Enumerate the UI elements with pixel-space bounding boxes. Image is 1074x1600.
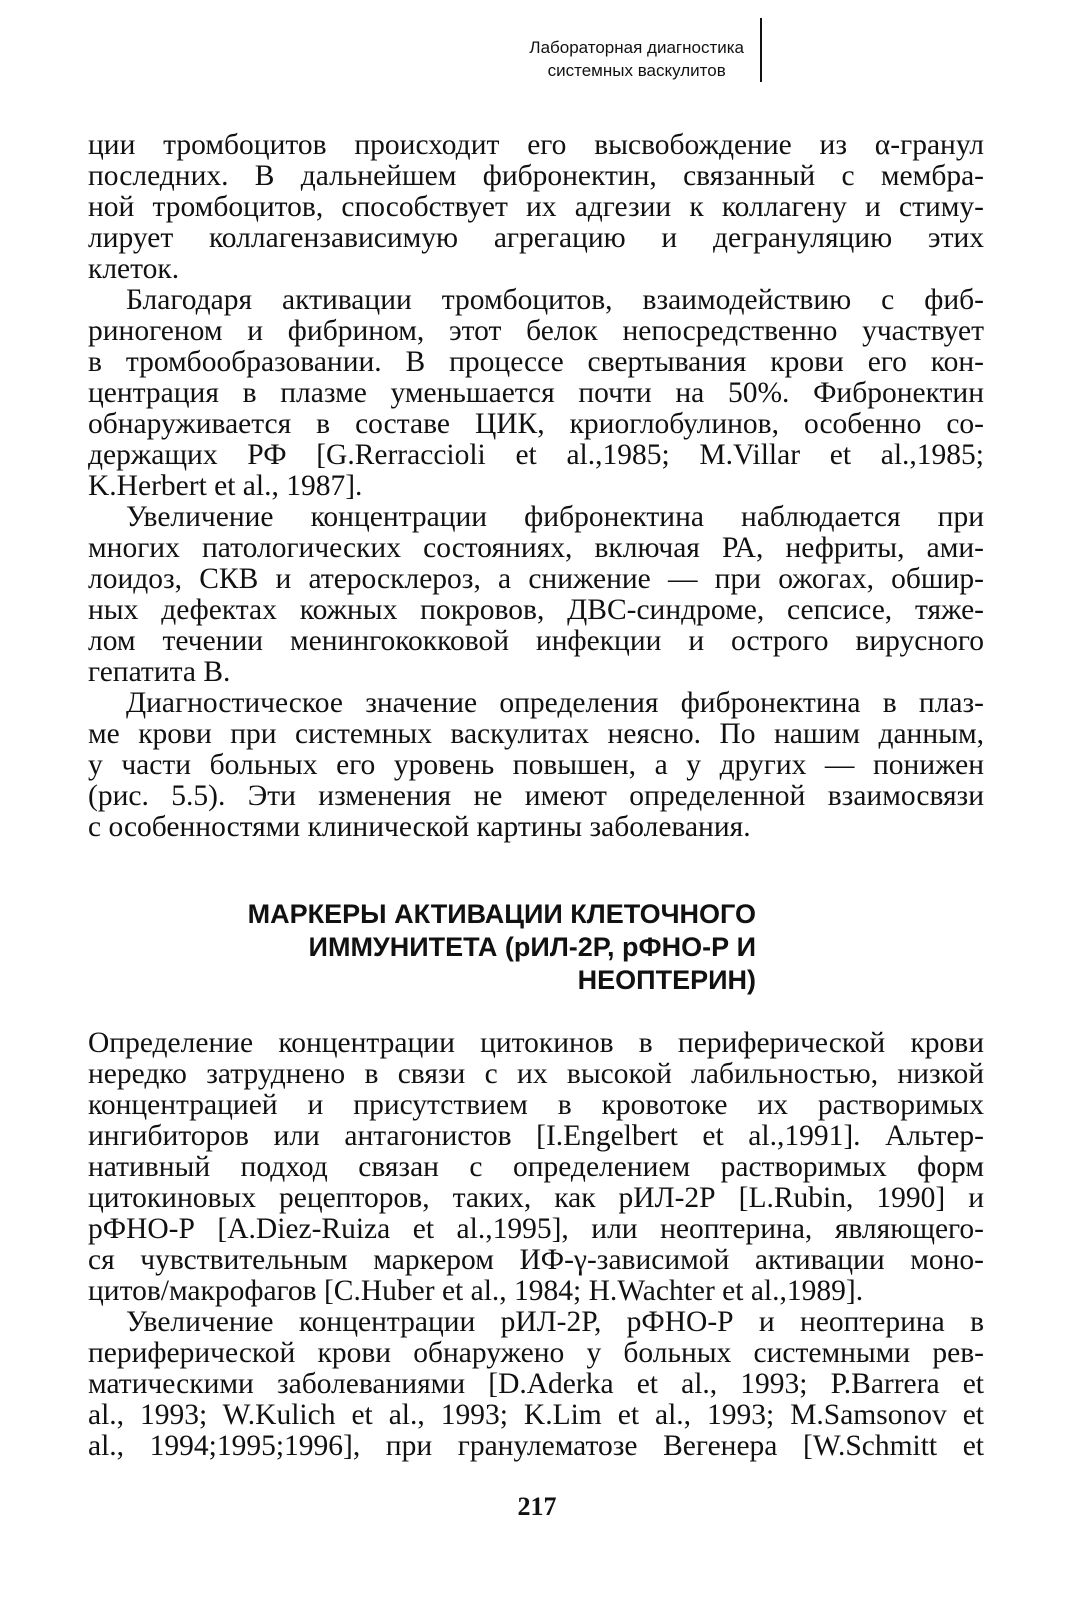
- text-line: рФНО-Р [A.Diez-Ruiza et al.,1995], или неоптерина, являющего-: [88, 1213, 984, 1245]
- running-head-line-2: системных васкулитов: [547, 61, 726, 80]
- text-line: Увеличение концентрации фибронектина наблюдается при: [126, 501, 984, 533]
- running-head-rule: [760, 18, 762, 82]
- text-line: Увеличение концентрации рИЛ-2Р, рФНО-Р и неоптерина в: [126, 1306, 984, 1338]
- text-line: обнаруживается в составе ЦИК, криоглобулинов, особенно со-: [88, 408, 984, 440]
- text-line: ме крови при системных васкулитах неясно. По нашим данным,: [88, 718, 984, 750]
- text-line: у части больных его уровень повышен, а у других — понижен: [88, 749, 984, 781]
- text-line: лом течении менингококковой инфекции и острого вирусного: [88, 625, 984, 657]
- text-line: клеток.: [88, 253, 180, 285]
- text-line: гепатита В.: [88, 656, 231, 688]
- paragraph: [88, 130, 984, 285]
- body-text-section-2: [88, 1028, 984, 1462]
- text-line: центрация в плазме уменьшается почти на 50%. Фибронектин: [88, 377, 984, 409]
- text-line: Определение концентрации цитокинов в периферической крови: [88, 1027, 984, 1059]
- page-number: 217: [517, 1492, 557, 1521]
- text-line: нередко затруднено в связи с их высокой лабильностью, низкой: [88, 1058, 984, 1090]
- text-line: ной тромбоцитов, способствует их адгезии к коллагену и стиму-: [88, 191, 984, 223]
- text-line: держащих РФ [G.Rerraccioli et al.,1985; M.Villar et al.,1985;: [88, 439, 984, 471]
- text-line: лоидоз, СКВ и атеросклероз, а снижение — при ожогах, обшир-: [88, 563, 984, 595]
- text-line: K.Herbert et al., 1987].: [88, 470, 363, 502]
- text-line: последних. В дальнейшем фибронектин, связанный с мембра-: [88, 160, 984, 192]
- text-line: al., 1993; W.Kulich et al., 1993; K.Lim et al., 1993; M.Samsonov et: [88, 1399, 984, 1431]
- text-line: ных дефектах кожных покровов, ДВС-синдроме, сепсисе, тяже-: [88, 594, 984, 626]
- paragraph: [88, 285, 984, 502]
- running-head-line-1: Лабораторная диагностика: [529, 38, 744, 57]
- text-line: (рис. 5.5). Эти изменения не имеют определенной взаимосвязи: [88, 780, 984, 812]
- text-line: периферической крови обнаружено у больных системными рев-: [88, 1337, 984, 1369]
- section-heading-line-3: НЕОПТЕРИН): [577, 965, 756, 995]
- text-line: ингибиторов или антагонистов [I.Engelbert et al.,1991]. Альтер-: [88, 1120, 984, 1152]
- text-line: ции тромбоцитов происходит его высвобождение из α-гранул: [88, 129, 984, 161]
- text-line: ся чувствительным маркером ИФ-γ-зависимой активации моно-: [88, 1244, 984, 1276]
- paragraph: [88, 502, 984, 688]
- section-heading-line-2: ИММУНИТЕТА (рИЛ-2Р, рФНО-Р И: [308, 932, 756, 962]
- text-line: цитов/макрофагов [C.Huber et al., 1984; H.Wachter et al.,1989].: [88, 1275, 864, 1307]
- text-line: al., 1994;1995;1996], при гранулематозе Вегенера [W.Schmitt et: [88, 1430, 984, 1462]
- text-line: матическими заболеваниями [D.Aderka et al., 1993; P.Barrera et: [88, 1368, 984, 1400]
- text-line: лирует коллагензависимую агрегацию и дегрануляцию этих: [88, 222, 984, 254]
- text-line: многих патологических состояниях, включая РА, нефриты, ами-: [88, 532, 984, 564]
- paragraph: [88, 1028, 984, 1307]
- body-text-section-1: [88, 130, 984, 843]
- running-head: [529, 36, 744, 82]
- text-line: с особенностями клинической картины заболевания.: [88, 811, 751, 843]
- text-line: Благодаря активации тромбоцитов, взаимодействию с фиб-: [126, 284, 984, 316]
- paragraph: [88, 688, 984, 843]
- text-line: нативный подход связан с определением растворимых форм: [88, 1151, 984, 1183]
- text-line: цитокиновых рецепторов, таких, как рИЛ-2Р [L.Rubin, 1990] и: [88, 1182, 984, 1214]
- section-heading-line-1: МАРКЕРЫ АКТИВАЦИИ КЛЕТОЧНОГО: [247, 899, 756, 929]
- text-line: риногеном и фибрином, этот белок непосредственно участвует: [88, 315, 984, 347]
- text-line: Диагностическое значение определения фибронектина в плаз-: [126, 687, 984, 719]
- paragraph: [88, 1307, 984, 1462]
- section-heading: [248, 898, 756, 997]
- text-line: концентрацией и присутствием в кровотоке их растворимых: [88, 1089, 984, 1121]
- text-line: в тромбообразовании. В процессе свертывания крови его кон-: [88, 346, 984, 378]
